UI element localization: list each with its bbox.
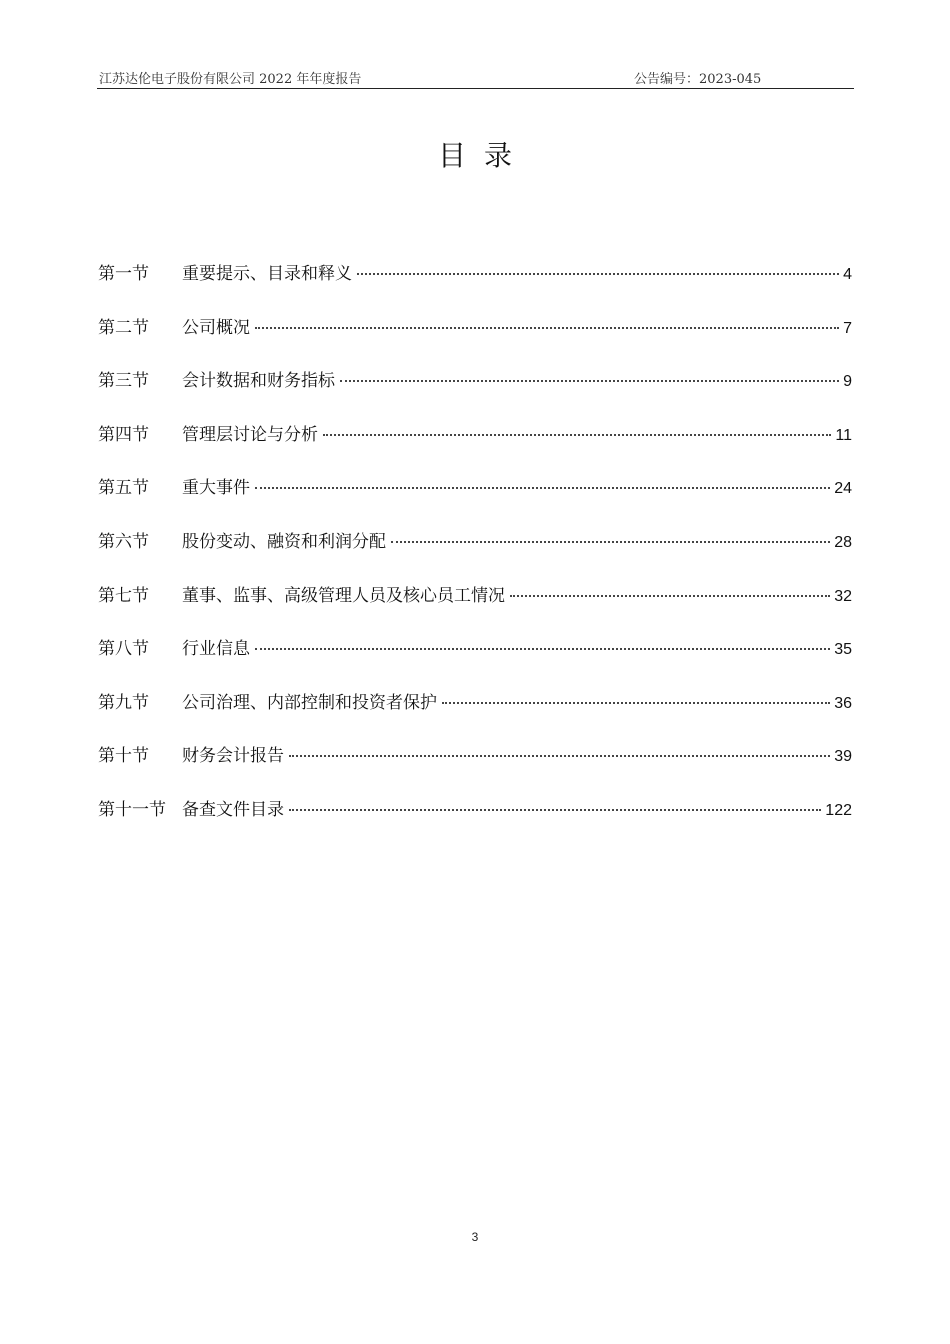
toc-section-title: 行业信息 bbox=[182, 639, 250, 660]
toc-leader-dots bbox=[357, 273, 839, 275]
toc-leader-dots bbox=[289, 755, 830, 757]
toc-page-number: 35 bbox=[834, 641, 852, 659]
toc-page-number: 9 bbox=[843, 373, 852, 391]
toc-section-title: 股份变动、融资和利润分配 bbox=[182, 531, 386, 552]
toc-section-number: 第五节 bbox=[98, 478, 149, 499]
toc-leader-dots bbox=[255, 327, 839, 329]
toc-leader-dots bbox=[323, 434, 831, 436]
page-number: 3 bbox=[471, 1230, 479, 1244]
toc-leader-dots bbox=[255, 648, 830, 650]
toc-entry-10[interactable] bbox=[98, 742, 852, 796]
toc-section-number: 第七节 bbox=[98, 585, 149, 606]
toc-page-number: 32 bbox=[834, 587, 852, 605]
toc-leader-dots bbox=[442, 702, 830, 704]
toc-section-number: 第二节 bbox=[98, 317, 149, 338]
toc-page-number: 4 bbox=[843, 266, 852, 283]
toc-page-number: 7 bbox=[843, 319, 852, 337]
toc-leader-dots bbox=[391, 541, 830, 543]
toc-section-title: 重要提示、目录和释义 bbox=[182, 264, 352, 284]
toc-page-number: 122 bbox=[825, 801, 852, 819]
toc-leader-dots bbox=[510, 595, 830, 597]
toc-section-number: 第四节 bbox=[98, 424, 149, 445]
toc-page-number: 11 bbox=[835, 426, 852, 444]
toc-section-title: 财务会计报告 bbox=[182, 746, 284, 767]
toc-section-title: 会计数据和财务指标 bbox=[182, 371, 335, 392]
page-title: 目录 bbox=[437, 139, 530, 172]
toc-entry-2[interactable] bbox=[98, 314, 852, 368]
toc-section-number: 第八节 bbox=[98, 639, 149, 660]
toc-page-number: 36 bbox=[834, 694, 852, 712]
toc-section-number: 第十一节 bbox=[98, 799, 166, 820]
toc-section-title: 公司治理、内部控制和投资者保护 bbox=[182, 692, 437, 713]
toc-section-title: 管理层讨论与分析 bbox=[182, 424, 318, 445]
toc-leader-dots bbox=[340, 380, 839, 382]
toc-section-title: 董事、监事、高级管理人员及核心员工情况 bbox=[182, 585, 505, 606]
toc-section-number: 第九节 bbox=[98, 692, 149, 713]
toc-entry-5[interactable] bbox=[98, 474, 852, 528]
toc-section-number: 第三节 bbox=[98, 371, 149, 392]
toc-leader-dots bbox=[255, 487, 830, 489]
toc-leader-dots bbox=[289, 809, 821, 811]
toc-section-title: 重大事件 bbox=[182, 478, 250, 499]
table-of-contents bbox=[98, 260, 852, 850]
toc-entry-3[interactable] bbox=[98, 367, 852, 421]
toc-section-number: 第六节 bbox=[98, 531, 149, 552]
toc-entry-6[interactable] bbox=[98, 528, 852, 582]
toc-section-number: 第十节 bbox=[98, 746, 149, 767]
toc-entry-4[interactable] bbox=[98, 421, 852, 475]
toc-entry-8[interactable] bbox=[98, 635, 852, 689]
toc-entry-1[interactable] bbox=[98, 260, 852, 314]
page-header bbox=[97, 64, 854, 89]
toc-page-number: 24 bbox=[834, 480, 852, 498]
toc-entry-7[interactable] bbox=[98, 582, 852, 636]
toc-section-title: 备查文件目录 bbox=[182, 799, 284, 820]
toc-section-number: 第一节 bbox=[98, 264, 149, 284]
toc-entry-11[interactable] bbox=[98, 796, 852, 850]
toc-entry-9[interactable] bbox=[98, 689, 852, 743]
header-announcement-number: 公告编号：2023-045 bbox=[634, 72, 762, 87]
toc-section-title: 公司概况 bbox=[182, 317, 250, 338]
toc-page-number: 39 bbox=[834, 748, 852, 766]
header-company-report: 江苏达伦电子股份有限公司 2022 年年度报告 bbox=[99, 72, 362, 87]
toc-page-number: 28 bbox=[834, 533, 852, 551]
